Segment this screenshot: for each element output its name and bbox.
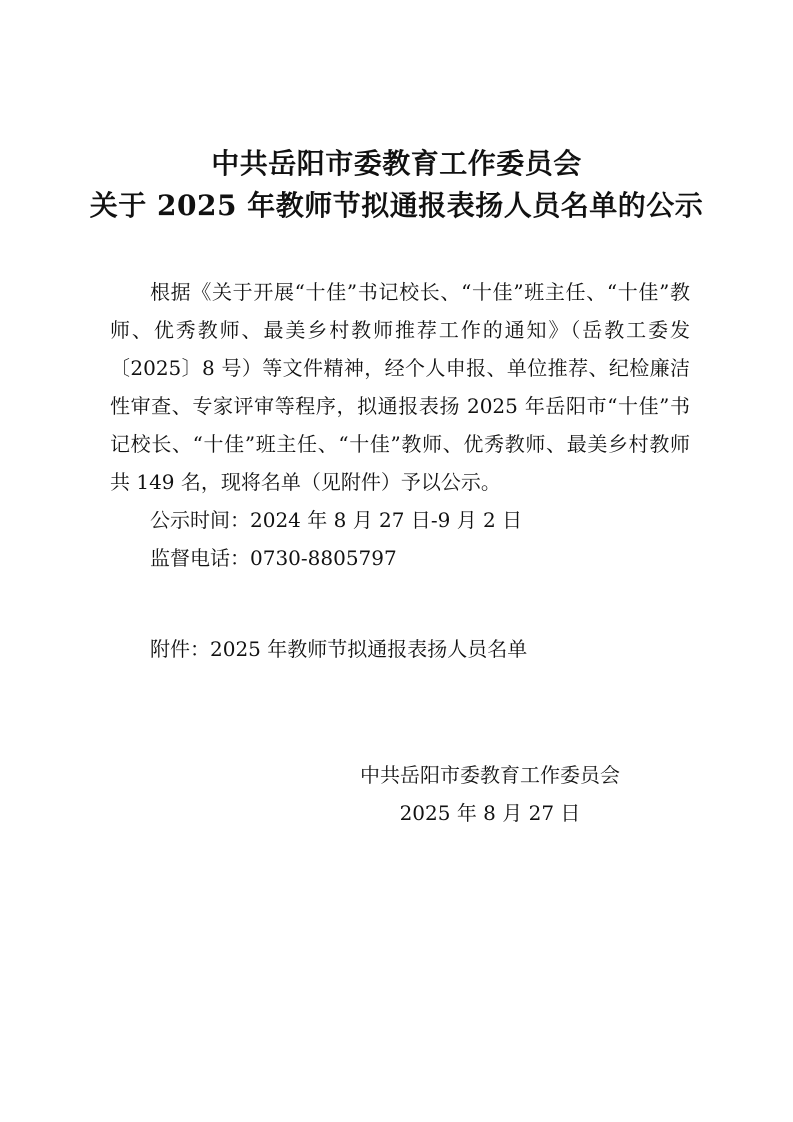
publicity-period: 公示时间：2024 年 8 月 27 日-9 月 2 日	[150, 508, 523, 532]
main-paragraph: 根据《关于开展“十佳”书记校长、“十佳”班主任、“十佳”教师、优秀教师、最美乡村教师推荐工作的通知》（岳教工委发〔2025〕8 号）等文件精神，经个人申报、单位推荐、纪检廉洁性审查、专家评审等程序，拟通报表扬 2025 年岳阳市“十佳”书记校长、“十佳”班主任、“十佳”教师、优秀教师、最美乡村教师共 149 名，现将名单（见附件）予以公示。	[110, 280, 690, 494]
attachment-line: 附件：2025 年教师节拟通报表扬人员名单	[150, 637, 528, 661]
signature-organization: 中共岳阳市委教育工作委员会	[360, 763, 620, 787]
signature-date: 2025 年 8 月 27 日	[399, 801, 581, 825]
title-line-1: 中共岳阳市委教育工作委员会	[211, 147, 582, 180]
document-body	[110, 273, 690, 577]
document-title	[0, 143, 793, 227]
title-line-2: 关于 2025 年教师节拟通报表扬人员名单的公示	[89, 189, 704, 222]
signature-block	[330, 756, 650, 832]
supervision-phone: 监督电话：0730-8805797	[150, 546, 397, 570]
